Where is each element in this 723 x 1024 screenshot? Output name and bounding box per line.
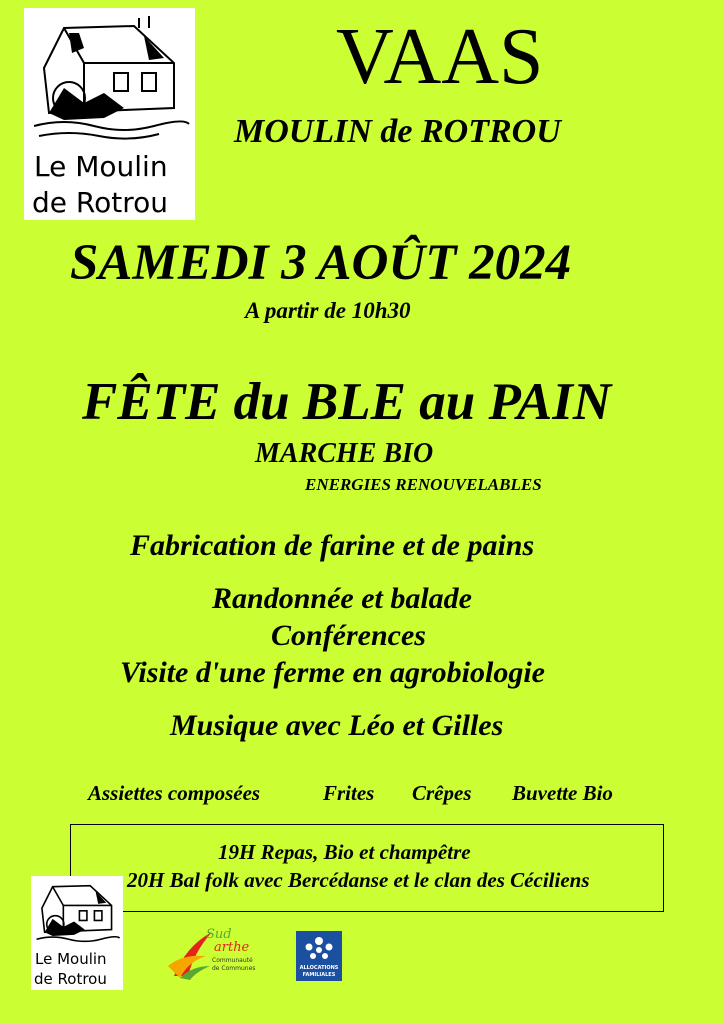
- moulin-logo-top: [24, 8, 195, 220]
- event-title: FÊTE du BLE au PAIN: [82, 373, 612, 431]
- food-item: Crêpes: [412, 781, 472, 805]
- activity-item: Visite d'une ferme en agrobiologie: [120, 656, 545, 689]
- evening-item: 20H Bal folk avec Bercédanse et le clan des Céciliens: [127, 868, 590, 892]
- moulin-logo-bottom: [31, 876, 123, 990]
- food-item: Assiettes composées: [88, 781, 261, 805]
- venue-name: MOULIN de ROTROU: [234, 113, 561, 150]
- logo-line-2: de Rotrou: [34, 970, 107, 988]
- mill-drawing-icon: [31, 876, 123, 951]
- sud-sarthe-subtitle-1: Communauté: [212, 957, 253, 964]
- caf-family-icon: [296, 933, 342, 965]
- caf-line-1: ALLOCATIONS: [299, 965, 339, 971]
- start-time: A partir de 10h30: [245, 298, 411, 323]
- evening-item: 19H Repas, Bio et champêtre: [218, 840, 471, 864]
- food-item: Frites: [323, 781, 375, 805]
- sud-word: Sud: [206, 927, 232, 942]
- sud-sarthe-subtitle-2: de Communes: [212, 965, 256, 972]
- mill-drawing-icon: [24, 8, 195, 148]
- activity-item: Musique avec Léo et Gilles: [170, 709, 504, 742]
- activity-item: Fabrication de farine et de pains: [130, 529, 535, 562]
- logo-line-1: Le Moulin: [34, 150, 168, 183]
- event-date: SAMEDI 3 AOÛT 2024: [70, 235, 572, 291]
- logo-line-2: de Rotrou: [32, 186, 168, 219]
- sud-sarthe-logo: [166, 926, 262, 982]
- town-name: VAAS: [336, 13, 544, 101]
- food-item: Buvette Bio: [512, 781, 613, 805]
- sarthe-word: arthe: [214, 940, 250, 955]
- activity-item: Conférences: [271, 619, 426, 652]
- market-label: MARCHE BIO: [255, 438, 434, 469]
- caf-line-2: FAMILIALES: [302, 972, 336, 978]
- logo-line-1: Le Moulin: [35, 950, 107, 968]
- energies-label: ENERGIES RENOUVELABLES: [305, 475, 542, 494]
- caf-logo: [296, 931, 342, 981]
- activity-item: Randonnée et balade: [212, 582, 472, 615]
